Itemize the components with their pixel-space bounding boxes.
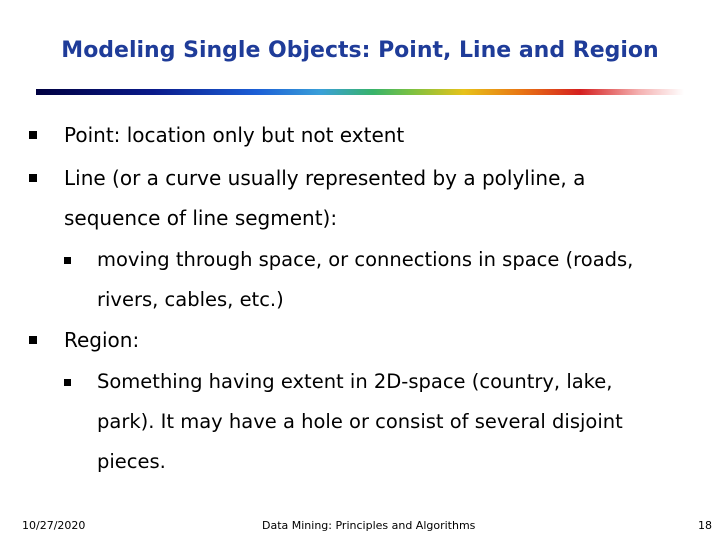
- footer-date: 10/27/2020: [22, 519, 86, 532]
- page-number: 18: [698, 519, 712, 532]
- square-bullet-icon: [29, 336, 37, 344]
- footer-title: Data Mining: Principles and Algorithms: [262, 519, 476, 532]
- sub-bullet-region-text-line1: Something having extent in 2D-space (country, lake,: [97, 370, 613, 393]
- bullet-region: [64, 320, 139, 360]
- title-divider: [36, 89, 684, 95]
- square-bullet-icon: [64, 379, 71, 386]
- bullet-point: [64, 115, 404, 155]
- sub-bullet-region-text-line2: park). It may have a hole or consist of several disjoint: [97, 410, 623, 433]
- bullet-line-text-line2: sequence of line segment):: [64, 206, 338, 230]
- bullet-line-text-line1: Line (or a curve usually represented by a polyline, a: [64, 166, 586, 190]
- sub-bullet-region: [97, 362, 623, 482]
- sub-bullet-line-text-line1: moving through space, or connections in space (roads,: [97, 248, 634, 271]
- sub-bullet-line: [97, 240, 633, 320]
- sub-bullet-line-text-line2: rivers, cables, etc.): [97, 288, 284, 311]
- bullet-point-text: Point: location only but not extent: [64, 123, 405, 147]
- square-bullet-icon: [64, 257, 71, 264]
- bullet-line: [64, 158, 585, 238]
- slide-title: Modeling Single Objects: Point, Line and Region: [61, 38, 659, 63]
- square-bullet-icon: [29, 174, 37, 182]
- sub-bullet-region-text-line3: pieces.: [97, 450, 166, 473]
- bullet-region-text: Region:: [64, 328, 140, 352]
- square-bullet-icon: [29, 131, 37, 139]
